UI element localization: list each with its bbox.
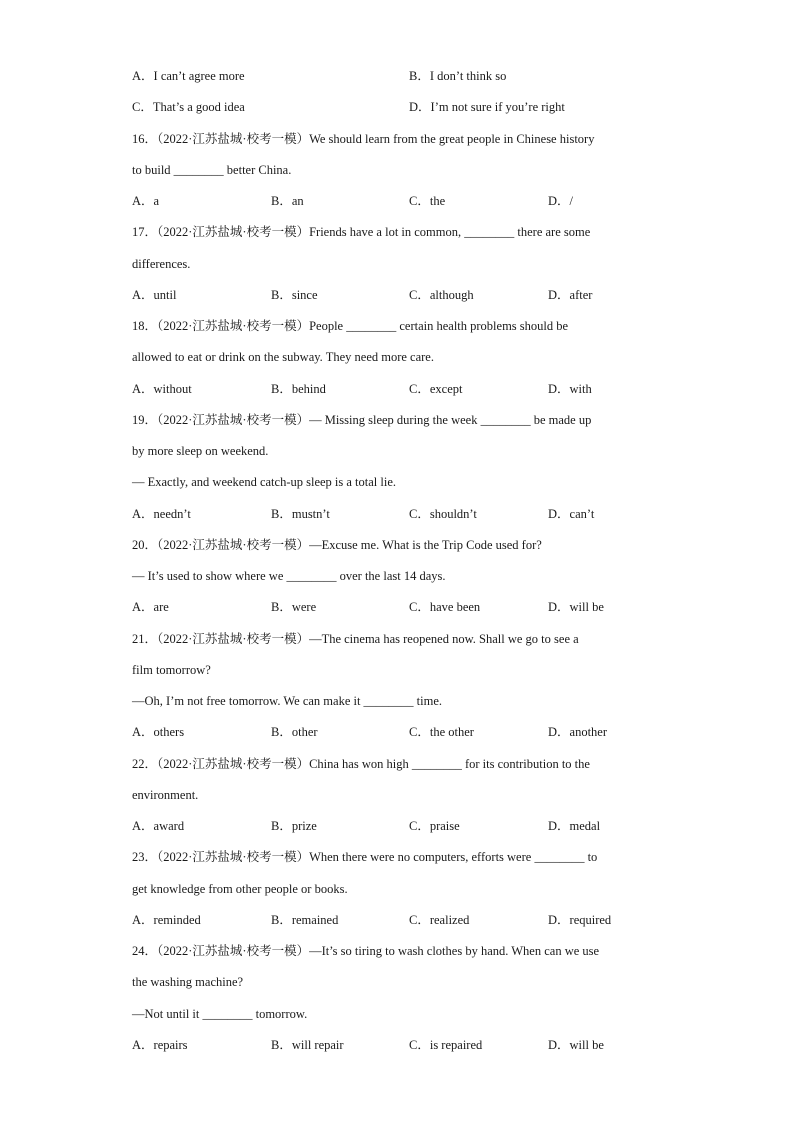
option-text: the other [429,725,474,740]
option-letter: D． [548,725,570,740]
question-text-line: film tomorrow? [132,662,211,677]
answer-option [132,285,176,305]
answer-option [132,597,169,617]
option-row [132,285,672,305]
option-text: is repaired [429,1037,483,1052]
option-text: have been [429,600,481,615]
answer-option [548,816,600,836]
answer-option [409,597,480,617]
option-text: praise [429,819,460,833]
option-letter: B． [271,287,292,302]
answer-option [548,379,592,399]
answer-option [409,504,477,524]
option-text: needn’t [153,506,191,521]
option-letter: A． [132,506,154,521]
option-text: are [153,600,169,615]
answer-option [271,379,326,399]
question-text-line: allowed to eat or drink on the subway. They need more care. [132,350,434,365]
option-letter: D． [548,381,570,396]
answer-option [271,285,318,305]
option-row [132,191,672,211]
question-text-line: 21．（2022·江苏盐城·校考一模）—The cinema has reopened now. Shall we go to see a [132,631,579,646]
option-row [132,722,672,742]
option-letter: A． [132,819,154,833]
option-letter: C． [132,100,153,115]
question-text-line: 20．（2022·江苏盐城·校考一模）—Excuse me. What is the Trip Code used for? [132,537,542,552]
answer-option [132,66,245,86]
answer-option [271,722,318,742]
option-text: remained [291,912,339,927]
answer-option [548,722,607,742]
option-letter: A． [132,381,154,396]
option-letter: A． [132,600,154,615]
answer-option [409,816,460,836]
option-text: reminded [153,912,201,927]
option-text: award [153,819,185,833]
option-letter: B． [271,381,292,396]
option-letter: C． [409,725,430,740]
answer-option [271,504,330,524]
option-letter: A． [132,1037,154,1052]
option-text: That’s a good idea [152,100,245,115]
option-row [132,66,672,86]
option-letter: A． [132,194,154,208]
question-text-line: 23．（2022·江苏盐城·校考一模）When there were no computers, efforts were ________ to [132,850,598,865]
option-letter: C． [409,194,430,208]
option-text: a [153,194,160,208]
option-letter: C． [409,912,430,927]
option-text: without [153,381,192,396]
option-text: others [153,725,185,740]
option-letter: C． [409,1037,430,1052]
answer-option [409,1035,482,1055]
option-text: the [429,194,446,208]
answer-option [132,910,201,930]
answer-option [548,1035,604,1055]
option-text: until [153,287,177,302]
option-letter: D． [548,506,570,521]
option-text: although [429,287,474,302]
option-text: were [291,600,317,615]
option-letter: B． [271,194,292,208]
option-letter: D． [409,100,431,115]
option-letter: A． [132,69,154,83]
option-letter: A． [132,912,154,927]
option-row [132,1035,672,1055]
answer-option [132,816,184,836]
option-row [132,910,672,930]
question-text-line: — Exactly, and weekend catch-up sleep is a total lie. [132,475,397,490]
question-text-line: — It’s used to show where we ________ over the last 14 days. [132,569,446,583]
option-letter: D． [548,819,570,833]
answer-option [409,285,474,305]
option-letter: D． [548,287,570,302]
question-text-line: the washing machine? [132,975,244,990]
option-letter: C． [409,600,430,615]
option-text: with [569,381,592,396]
question-text-line: —Not until it ________ tomorrow. [132,1006,308,1021]
answer-option [409,191,445,211]
option-letter: C． [409,506,430,521]
option-letter: B． [271,819,292,833]
answer-option [409,97,565,117]
answer-option [409,379,462,399]
answer-option [548,504,594,524]
option-text: behind [291,381,326,396]
option-text: other [291,725,318,740]
option-text: realized [429,912,470,927]
option-row [132,597,672,617]
answer-option [132,379,192,399]
option-text: prize [291,819,317,833]
answer-option [409,66,506,86]
option-row [132,97,672,117]
option-text: / [569,194,574,208]
answer-option [548,191,573,211]
answer-option [548,597,604,617]
option-letter: A． [132,287,154,302]
answer-option [132,504,191,524]
option-row [132,504,672,524]
option-letter: A． [132,725,154,740]
option-letter: D． [548,194,570,208]
option-text: will be [569,1037,604,1052]
answer-option [271,191,304,211]
answer-option [132,191,159,211]
option-text: except [429,381,463,396]
question-text-line: 24．（2022·江苏盐城·校考一模）—It’s so tiring to wash clothes by hand. When can we use [132,944,600,958]
option-text: will be [569,600,604,615]
answer-option [271,910,338,930]
answer-option [271,816,317,836]
option-text: another [569,725,608,740]
option-text: shouldn’t [429,506,477,521]
question-text-line: 17．（2022·江苏盐城·校考一模）Friends have a lot in common, ________ there are some [132,225,591,240]
answer-option [271,1035,344,1055]
option-text: can’t [569,506,595,521]
answer-option [132,722,184,742]
option-letter: B． [271,600,292,615]
answer-option [548,910,611,930]
answer-option [132,1035,188,1055]
answer-option [132,97,245,117]
option-text: an [291,194,304,208]
option-letter: D． [548,600,570,615]
option-letter: D． [548,912,570,927]
option-letter: D． [548,1037,570,1052]
option-letter: C． [409,819,430,833]
option-text: I don’t think so [429,69,507,83]
answer-option [548,285,592,305]
question-text-line: to build ________ better China. [132,162,292,177]
option-row [132,816,672,836]
question-text-line: environment. [132,787,199,802]
question-text-line: 22．（2022·江苏盐城·校考一模）China has won high ________ for its contribution to the [132,756,590,771]
question-text-line: 18．（2022·江苏盐城·校考一模）People ________ certain health problems should be [132,319,569,333]
question-text-line: get knowledge from other people or books. [132,881,348,896]
option-letter: B． [271,506,292,521]
option-letter: B． [271,725,292,740]
question-text-line: 16．（2022·江苏盐城·校考一模）We should learn from the great people in Chinese history [132,131,595,146]
question-text-line: by more sleep on weekend. [132,444,269,458]
option-letter: C． [409,381,430,396]
option-letter: B． [271,1037,292,1052]
option-letter: B． [409,69,430,83]
option-letter: C． [409,287,430,302]
question-text-line: differences. [132,256,191,271]
option-text: I’m not sure if you’re right [430,100,565,115]
option-text: since [291,287,318,302]
question-text-line: 19．（2022·江苏盐城·校考一模）— Missing sleep during the week ________ be made up [132,412,592,427]
option-row [132,379,672,399]
answer-option [409,910,469,930]
answer-option [271,597,316,617]
answer-option [409,722,474,742]
option-text: mustn’t [291,506,330,521]
option-text: I can’t agree more [153,69,245,83]
option-text: medal [569,819,601,833]
option-text: required [569,912,612,927]
option-text: after [569,287,593,302]
option-text: will repair [291,1037,344,1052]
option-letter: B． [271,912,292,927]
question-text-line: —Oh, I’m not free tomorrow. We can make it ________ time. [132,694,443,708]
option-text: repairs [153,1037,188,1052]
